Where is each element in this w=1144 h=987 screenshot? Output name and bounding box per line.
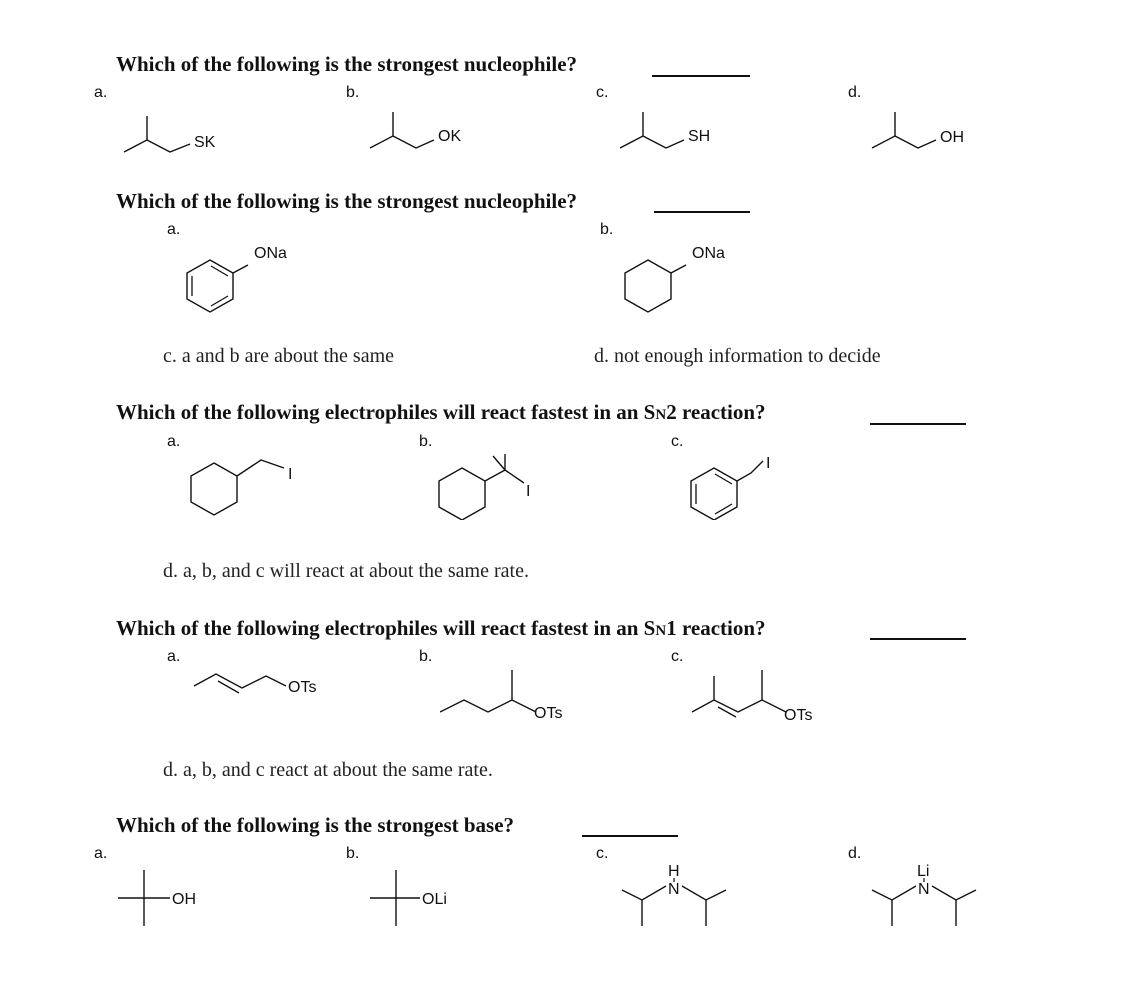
q2-a-group-label: ONa xyxy=(254,245,287,262)
q2-option-b-label: b. xyxy=(600,221,614,238)
q5-a-group-label: OH xyxy=(172,891,196,908)
q1-d-group-label: OH xyxy=(940,129,964,146)
q4-option-a-label: a. xyxy=(167,648,181,665)
q5-structure-b-lithium-tert-butoxide xyxy=(362,864,472,934)
q4-option-d-text: d. a, b, and c react at about the same rate. xyxy=(163,759,493,781)
q4-option-c-label: c. xyxy=(671,648,684,665)
q4-a-leaving-group: OTs xyxy=(288,679,317,696)
q1-option-d-label: d. xyxy=(848,84,862,101)
q1-option-a-label: a. xyxy=(94,84,108,101)
q5-option-a-label: a. xyxy=(94,845,108,862)
q4-structure-b-secondary-tosylate xyxy=(440,664,590,724)
q2-option-c-text: c. a and b are about the same xyxy=(163,345,395,367)
q2-option-a-label: a. xyxy=(167,221,181,238)
answer-blank-4[interactable] xyxy=(870,638,966,640)
q2-option-d-text: d. not enough information to decide xyxy=(594,345,881,367)
q3-structure-c-iodoethyl-benzene xyxy=(680,448,820,520)
q3-c-iodine-label: I xyxy=(766,455,771,472)
q5-d-nitrogen: N xyxy=(918,881,930,898)
q3-structure-a-iodoethyl-cyclohexane xyxy=(180,448,320,520)
answer-blank-2[interactable] xyxy=(654,211,750,213)
q3-option-b-label: b. xyxy=(419,433,433,450)
q1-b-group-label: OK xyxy=(438,128,462,145)
question-2-prompt: Which of the following is the strongest nucleophile? xyxy=(116,189,578,213)
q1-structure-b-isobutoxide xyxy=(366,104,496,160)
answer-blank-3[interactable] xyxy=(870,423,966,425)
q1-structure-a-isobutyl-thiolate xyxy=(116,104,246,160)
q3-b-iodine-label: I xyxy=(526,483,531,500)
answer-blank-1[interactable] xyxy=(652,75,750,77)
q1-structure-c-isobutyl-thiol xyxy=(616,104,746,160)
question-5-prompt: Which of the following is the strongest base? xyxy=(116,813,515,837)
q5-d-lithium: Li xyxy=(917,863,930,880)
q5-c-hydrogen: H xyxy=(668,863,680,880)
q1-c-group-label: SH xyxy=(688,128,711,145)
q2-structure-a-sodium-benzyloxide xyxy=(176,238,306,318)
question-4-prompt: Which of the following electrophiles will react fastest in an SN1 reaction? xyxy=(116,616,766,640)
q5-structure-d-lithium-diisopropylamide xyxy=(868,858,988,934)
question-3-prompt: Which of the following electrophiles will react fastest in an SN2 reaction? xyxy=(116,400,766,424)
q2-structure-b-sodium-cyclohexylmethoxide xyxy=(614,238,744,318)
q5-structure-c-diisopropylamine xyxy=(618,858,738,934)
q1-option-c-label: c. xyxy=(596,84,609,101)
q3-option-a-label: a. xyxy=(167,433,181,450)
q5-structure-a-tert-butanol xyxy=(110,864,220,934)
q3-option-c-label: c. xyxy=(671,433,684,450)
q5-option-b-label: b. xyxy=(346,845,360,862)
q3-a-iodine-label: I xyxy=(288,466,293,483)
q5-b-group-label: OLi xyxy=(422,891,447,908)
q5-c-nitrogen: N xyxy=(668,881,680,898)
q2-b-group-label: ONa xyxy=(692,245,725,262)
q3-option-d-text: d. a, b, and c will react at about the same rate. xyxy=(163,560,529,582)
q4-structure-a-allylic-tosylate xyxy=(190,664,340,706)
q1-option-b-label: b. xyxy=(346,84,360,101)
q4-b-leaving-group: OTs xyxy=(534,705,563,722)
q4-c-leaving-group: OTs xyxy=(784,707,813,724)
answer-blank-5[interactable] xyxy=(582,835,678,837)
q1-structure-d-isobutanol xyxy=(868,104,998,160)
q1-a-group-label: SK xyxy=(194,134,216,151)
q4-structure-c-allylic-tosylate-branched xyxy=(690,664,840,724)
q3-structure-b-tertiary-iodide xyxy=(428,448,568,520)
q4-option-b-label: b. xyxy=(419,648,433,665)
q5-option-d-label: d. xyxy=(848,845,862,862)
question-1-prompt: Which of the following is the strongest nucleophile? xyxy=(116,52,578,76)
q5-option-c-label: c. xyxy=(596,845,609,862)
